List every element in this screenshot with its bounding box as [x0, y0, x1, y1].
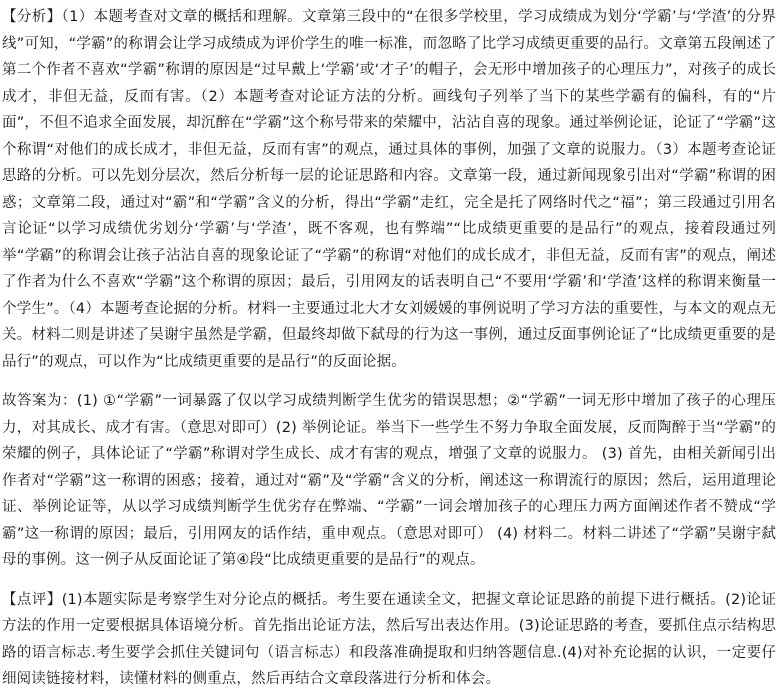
answer-paragraph: 故答案为：(1) ①“学霸”一词暴露了仅以学习成绩判断学生优劣的错误思想；②“学霸”一词无形中增加了孩子的心理压力，对其成长、成才有害。（意思对即可）(2) 举例论证。举当下一些学生不努力争取全面发展，反而陶醉于当“学霸”的荣耀的例子，具体论证了“学霸”称谓对学生成长、成才有害的观点，增强了文章的说服力。 (3) 首先，由相关新闻引出作者对“学霸”这一称谓的困惑；接着，通过对“霸”及“学霸”含义的分析，阐述这一称谓流行的原因；然后，运用道理论证、举例论证等，从以学习成绩判断学生优劣存在弊端、“学霸”一词会增加孩子的心理压力两方面阐述作者不赞成“学霸”这一称谓的原因；最后，引用网友的话作结，重申观点。（意思对即可） (4) 材料二。材料二讲述了“学霸”吴谢宇弑母的事例。这一例子从反面论证了第④段“比成绩更重要的是品行”的观点。 — [2, 393, 776, 568]
comment-paragraph: 【点评】(1)本题实际是考察学生对分论点的概括。考生要在通读全文，把握文章论证思路的前提下进行概括。(2)论证方法的作用一定要根据具体语境分析。首先指出论证方法，然后写出表达作用。(3)论证思路的考查，要抓住点示结构思路的语言标志.考生要学会抓住关键词句（语言标志）和段落准确提取和归纳答题信息.(4)对补充论据的认识，一定要仔细阅读链接材料，读懂材料的侧重点，然后再结合文章段落进行分析和体会。 — [2, 591, 776, 687]
analysis-paragraph: 【分析】（1）本题考查对文章的概括和理解。文章第三段中的“在很多学校里，学习成绩成为划分‘学霸’与‘学渣’的分界线”可知，“学霸”的称谓会让学习成绩成为评价学生的唯一标准，而忽略了比学习成绩更重要的品行。文章第五段阐述了第二个作者不喜欢“学霸”称谓的原因是“过早戴上‘学霸’或‘才子’的帽子，会无形中增加孩子的心理压力”，对孩子的成长成才，非但无益，反而有害。（2）本题考查对论证方法的分析。画线句子列举了当下的某些学霸有的偏科，有的“片面”，不但不追求全面发展，却沉醉在“学霸”这个称号带来的荣耀中，沾沾自喜的现象。通过举例论证，论证了“学霸”这个称谓“对他们的成长成才，非但无益，反而有害”的观点，通过具体的事例，加强了文章的说服力。（3）本题考查论证思路的分析。可以先划分层次，然后分析每一层的论证思路和内容。文章第一段，通过新闻现象引出对“学霸”称谓的困惑；文章第二段，通过对“霸”和“学霸”含义的分析，得出“学霸”走红，完全是托了网络时代之“福”；第三段通过引用名言论证“以学习成绩优劣划分‘学霸’与‘学渣’，既不客观，也有弊端”“比成绩更重要的是品行”的观点，接着段通过列举“学霸”的称谓会让孩子沾沾自喜的现象论证了“学霸”的称谓“对他们的成长成才，非但无益，反而有害”的观点，阐述了作者为什么不喜欢“学霸”这个称谓的原因；最后，引用网友的话表明自己“不要用‘学霸’和‘学渣’这样的称谓来衡量一个学生”。（4）本题考查论据的分析。材料一主要通过北大才女刘媛媛的事例说明了学习方法的重要性，与本文的观点无关。材料二则是讲述了吴谢宇虽然是学霸，但最终却做下弑母的行为这一事例，通过反面事例论证了“比成绩更重要的是品行”的观点，可以作为“比成绩更重要的是品行”的反面论据。 — [2, 9, 776, 370]
